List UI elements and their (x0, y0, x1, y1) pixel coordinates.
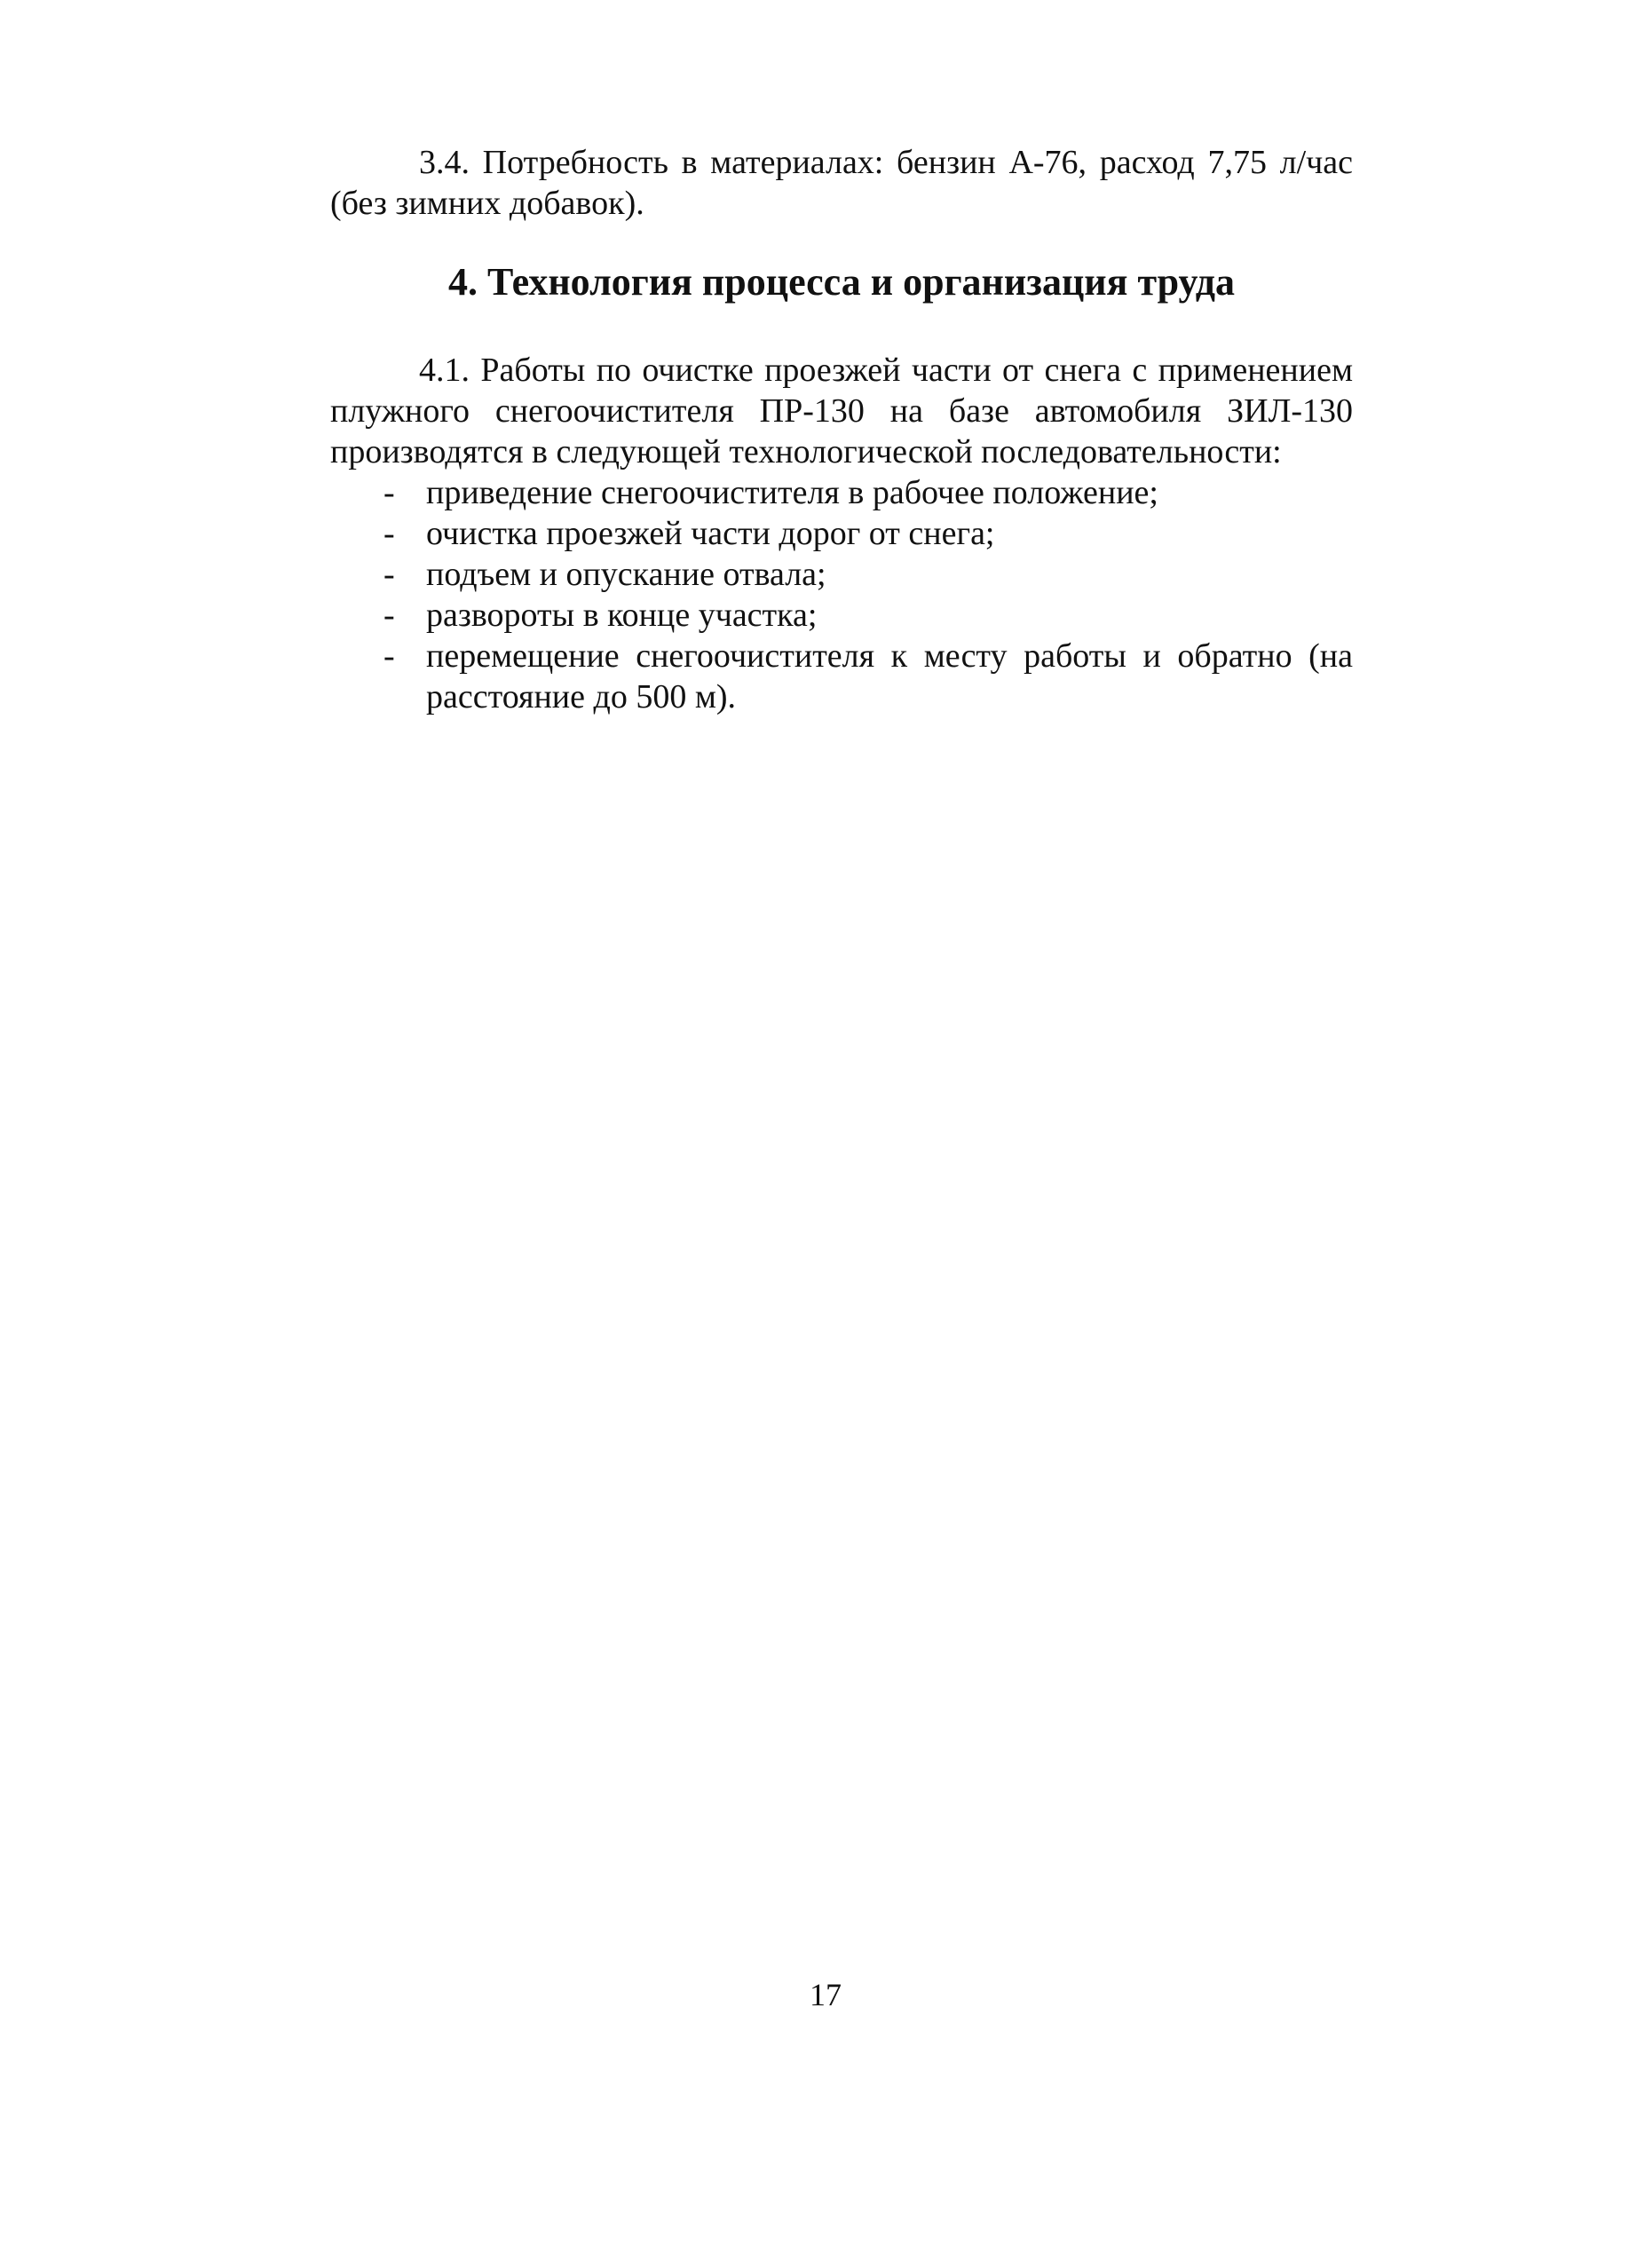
bullet-dash: - (383, 474, 395, 511)
list-item (330, 513, 1353, 554)
bullet-dash: - (383, 597, 395, 634)
operations-list (330, 472, 1353, 717)
list-item (330, 636, 1353, 717)
list-item-text: развороты в конце участка; (426, 597, 818, 634)
list-item-text: перемещение снегоочистителя к месту работы и обратно (на расстояние до 500 м). (426, 637, 1353, 715)
paragraph-4-1 (330, 350, 1353, 717)
section-heading: 4. Технология процесса и организация труда (448, 260, 1235, 304)
bullet-dash: - (383, 556, 395, 593)
list-item-text: подъем и опускание отвала; (426, 556, 826, 593)
paragraph-3-4-text: 3.4. Потребность в материалах: бензин А-76, расход 7,75 л/час (без зимних добавок). (330, 144, 1353, 222)
list-item (330, 554, 1353, 595)
list-item-text: приведение снегоочистителя в рабочее положение; (426, 474, 1158, 511)
paragraph-4-1-text: 4.1. Работы по очистке проезжей части от снега с применением плужного снегоочистителя ПР-130 на базе автомобиля ЗИЛ-130 производятся в следующей технологической последовательности: (330, 352, 1353, 470)
list-item (330, 472, 1353, 513)
list-item (330, 595, 1353, 636)
page-number: 17 (810, 1977, 842, 2012)
bullet-dash: - (383, 637, 395, 675)
paragraph-3-4 (330, 142, 1353, 224)
bullet-dash: - (383, 515, 395, 552)
list-item-text: очистка проезжей части дорог от снега; (426, 515, 995, 552)
